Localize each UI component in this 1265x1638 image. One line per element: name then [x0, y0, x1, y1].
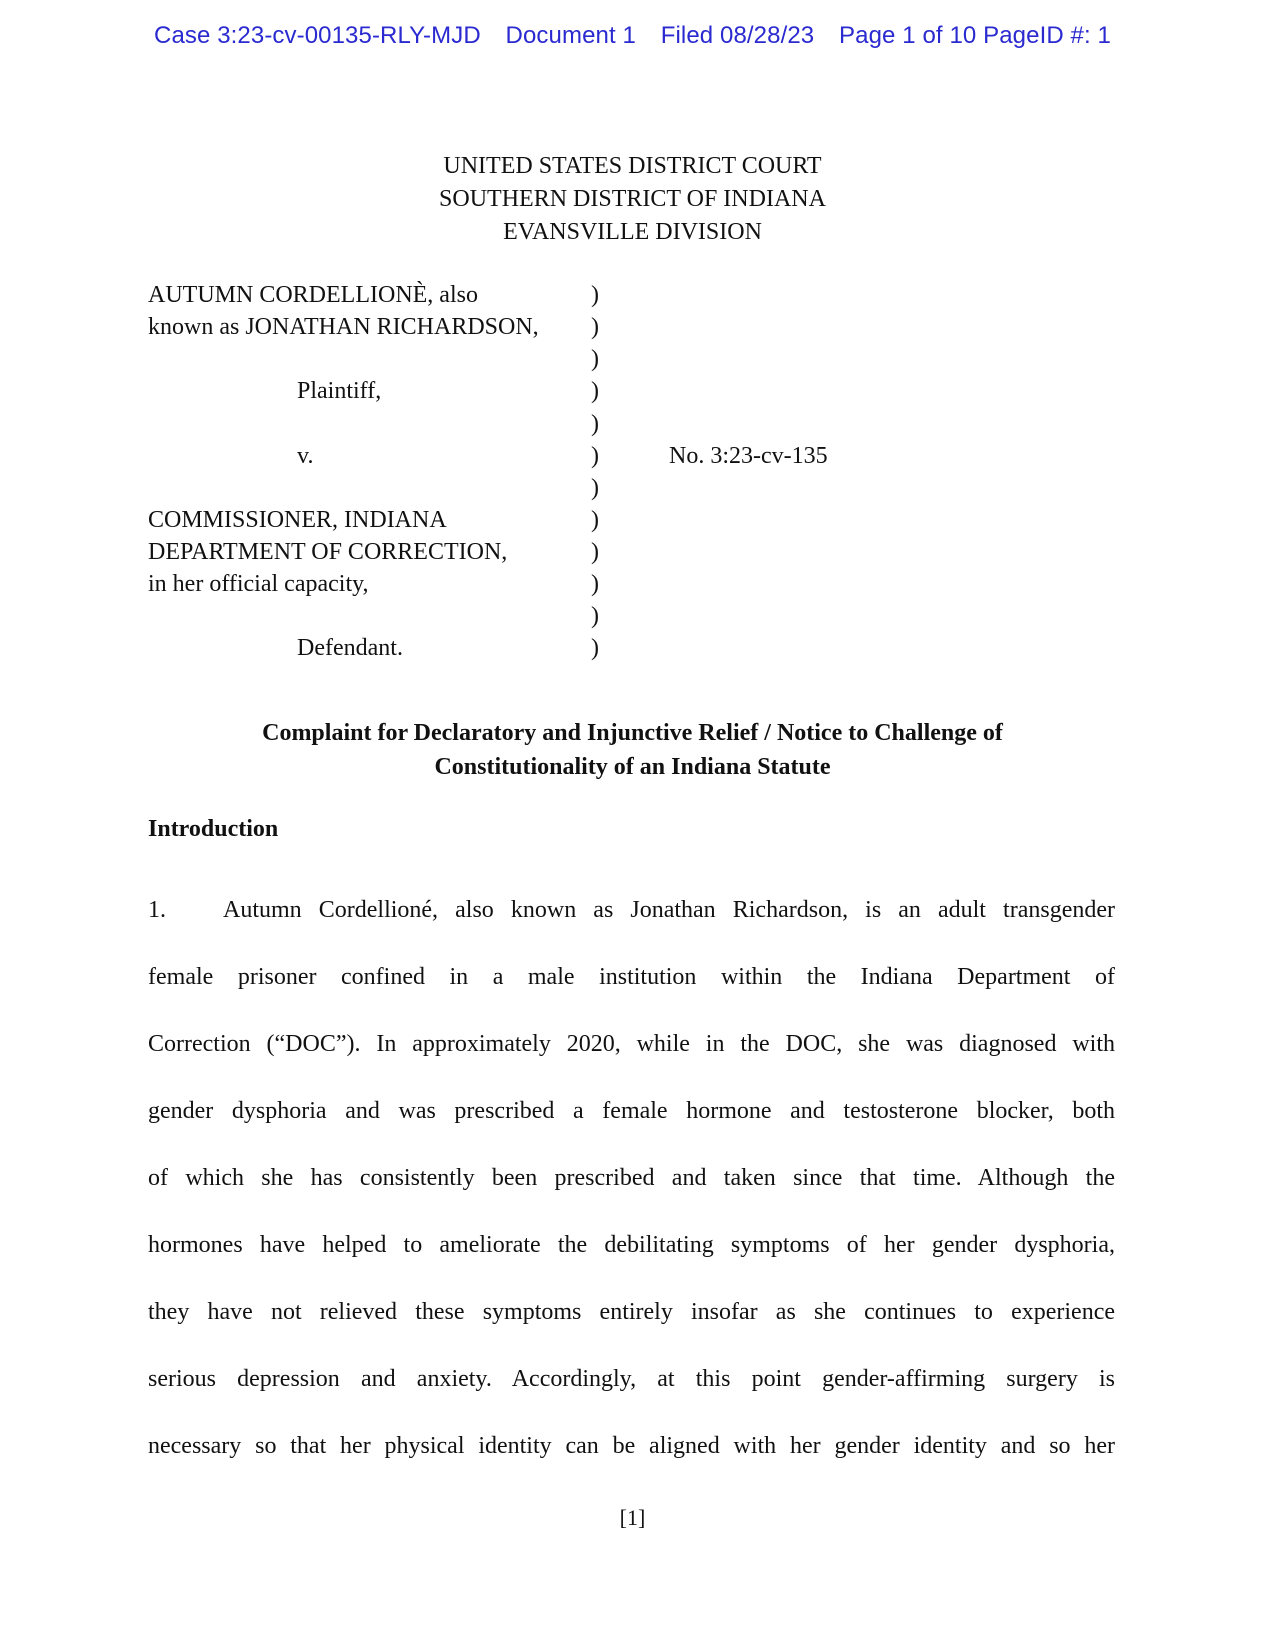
- court-heading: [0, 150, 1265, 249]
- plaintiff-label: Plaintiff,: [297, 378, 382, 404]
- filing-case-number: Case 3:23-cv-00135-RLY-MJD: [154, 22, 481, 49]
- court-line-2: SOUTHERN DISTRICT OF INDIANA: [439, 186, 826, 212]
- plaintiff-name-line-1: AUTUMN CORDELLIONÈ, also: [148, 282, 478, 308]
- paragraph-line: gender dysphoria and was prescribed a female hormone and testosterone blocker, both: [148, 1098, 1115, 1124]
- caption-paren: ): [591, 475, 599, 501]
- paragraph-line: necessary so that her physical identity can be aligned with her gender identity and so her: [148, 1433, 1115, 1459]
- caption-paren: ): [591, 314, 599, 340]
- court-line-3: EVANSVILLE DIVISION: [503, 219, 762, 245]
- complaint-title-line-2: Constitutionality of an Indiana Statute: [434, 754, 831, 780]
- caption-paren: ): [591, 635, 599, 661]
- caption-paren: ): [591, 411, 599, 437]
- paragraph-line: serious depression and anxiety. Accordingly, at this point gender-affirming surgery is: [148, 1366, 1115, 1392]
- caption-paren: ): [591, 603, 599, 629]
- defendant-label: Defendant.: [297, 635, 403, 661]
- paragraph-line: Correction (“DOC”). In approximately 2020, while in the DOC, she was diagnosed with: [148, 1031, 1115, 1057]
- caption-paren: ): [591, 378, 599, 404]
- caption-paren: ): [591, 346, 599, 372]
- complaint-title-line-1: Complaint for Declaratory and Injunctive Relief / Notice to Challenge of: [262, 720, 1003, 746]
- caption-paren: ): [591, 443, 599, 469]
- caption-paren: ): [591, 571, 599, 597]
- complaint-title: [0, 716, 1265, 784]
- paragraph-line: of which she has consistently been prescribed and taken since that time. Although the: [148, 1165, 1115, 1191]
- defendant-name-line-3: in her official capacity,: [148, 571, 369, 597]
- paragraph-number: 1.: [148, 897, 166, 923]
- filing-page: Page 1 of 10 PageID #: 1: [839, 22, 1111, 49]
- caption-paren: ): [591, 507, 599, 533]
- filing-header: [0, 22, 1265, 50]
- versus-label: v.: [297, 443, 314, 469]
- caption-paren: ): [591, 539, 599, 565]
- court-line-1: UNITED STATES DISTRICT COURT: [443, 153, 822, 179]
- defendant-name-line-2: DEPARTMENT OF CORRECTION,: [148, 539, 508, 565]
- paragraph-line: [148, 877, 1115, 944]
- case-number: No. 3:23-cv-135: [669, 443, 828, 469]
- paragraph-line: female prisoner confined in a male institution within the Indiana Department of: [148, 964, 1115, 990]
- section-heading-introduction: Introduction: [148, 816, 279, 842]
- plaintiff-name-line-2: known as JONATHAN RICHARDSON,: [148, 314, 539, 340]
- defendant-name-line-1: COMMISSIONER, INDIANA: [148, 507, 447, 533]
- filing-document: Document 1: [505, 22, 636, 49]
- paragraph-line-text: Autumn Cordellioné, also known as Jonathan Richardson, is an adult transgender: [223, 897, 1115, 923]
- paragraph-line: hormones have helped to ameliorate the debilitating symptoms of her gender dysphoria,: [148, 1232, 1115, 1258]
- page-number: [1]: [619, 1505, 646, 1530]
- paragraph-1: [148, 877, 1115, 1480]
- filing-date: Filed 08/28/23: [660, 22, 815, 49]
- paragraph-line: they have not relieved these symptoms entirely insofar as she continues to experience: [148, 1299, 1115, 1325]
- caption-paren: ): [591, 282, 599, 308]
